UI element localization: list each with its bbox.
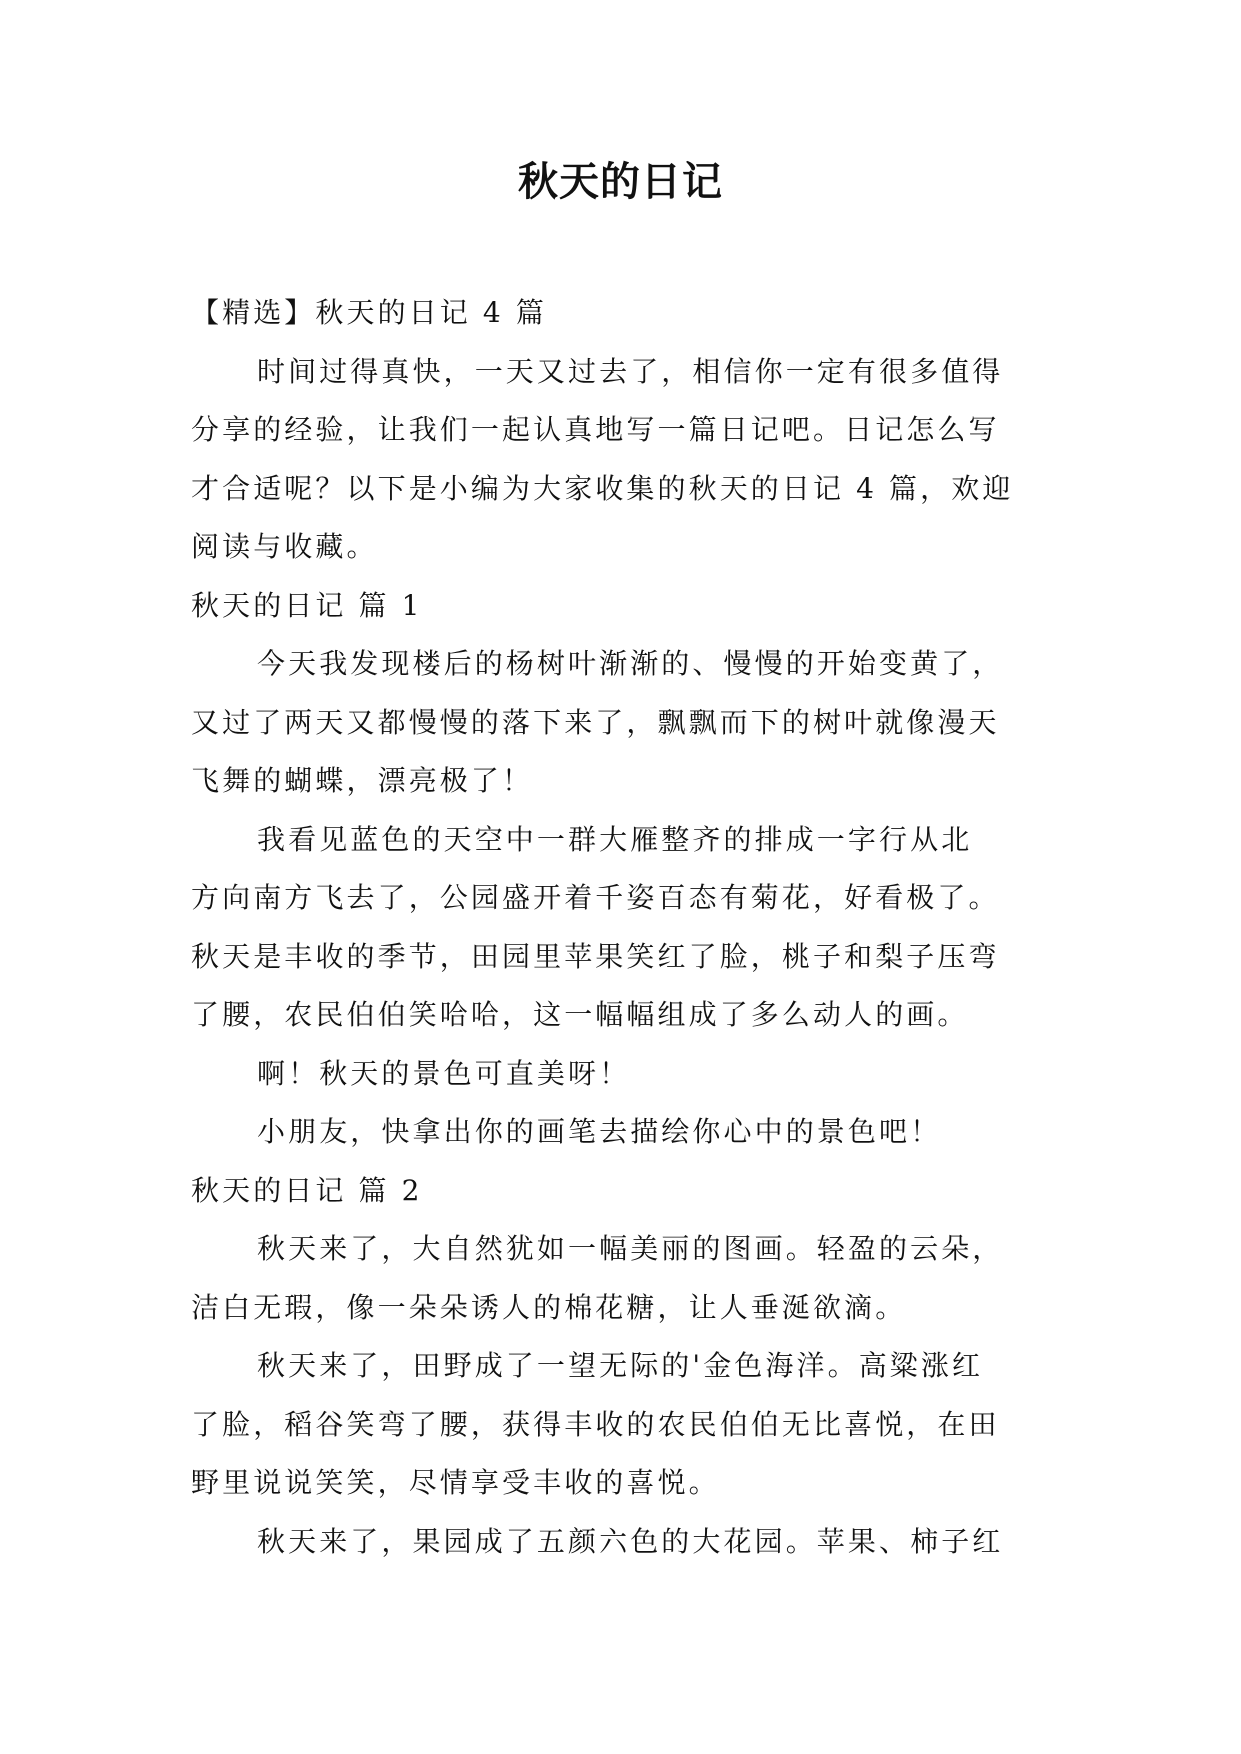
text-line: 飞舞的蝴蝶，漂亮极了！ <box>191 764 534 797</box>
document-body <box>191 284 1051 1571</box>
text-line: 秋天的日记 篇 1 <box>191 588 423 622</box>
text-line: 秋天来了，田野成了一望无际的'金色海洋。高粱涨红 <box>257 1349 984 1382</box>
text-line: 【精选】秋天的日记 4 篇 <box>191 296 547 329</box>
text-line: 秋天是丰收的季节，田园里苹果笑红了脸，桃子和梨子压弯 <box>191 939 1000 973</box>
text-line: 今天我发现楼后的杨树叶渐渐的、慢慢的开始变黄了， <box>257 647 1004 680</box>
text-line: 我看见蓝色的天空中一群大雁整齐的排成一字行从北 <box>257 822 973 856</box>
text-line: 才合适呢？以下是小编为大家收集的秋天的日记 4 篇，欢迎 <box>191 471 1014 505</box>
text-line: 啊！秋天的景色可直美呀！ <box>257 1056 631 1090</box>
page-title: 秋天的日记 <box>518 158 723 205</box>
text-line: 野里说说笑笑，尽情享受丰收的喜悦。 <box>191 1466 720 1499</box>
text-line: 了脸，稻谷笑弯了腰，获得丰收的农民伯伯无比喜悦，在田 <box>191 1407 1000 1441</box>
text-line: 洁白无瑕，像一朵朵诱人的棉花糖，让人垂涎欲滴。 <box>191 1290 907 1324</box>
text-line: 分享的经验，让我们一起认真地写一篇日记吧。日记怎么写 <box>191 413 1000 446</box>
text-line: 秋天的日记 篇 2 <box>191 1173 423 1207</box>
text-line: 秋天来了，果园成了五颜六色的大花园。苹果、柿子红 <box>257 1524 1004 1558</box>
text-line: 了腰，农民伯伯笑哈哈，这一幅幅组成了多么动人的画。 <box>191 998 969 1031</box>
text-line: 又过了两天又都慢慢的落下来了，飘飘而下的树叶就像漫天 <box>191 705 1000 739</box>
text-line: 方向南方飞去了，公园盛开着千姿百态有菊花，好看极了。 <box>191 881 1000 914</box>
text-line: 秋天来了，大自然犹如一幅美丽的图画。轻盈的云朵， <box>257 1232 1004 1265</box>
text-line: 小朋友，快拿出你的画笔去描绘你心中的景色吧！ <box>257 1115 942 1148</box>
text-line: 时间过得真快，一天又过去了，相信你一定有很多值得 <box>257 354 1004 388</box>
text-line: 阅读与收藏。 <box>191 530 378 563</box>
